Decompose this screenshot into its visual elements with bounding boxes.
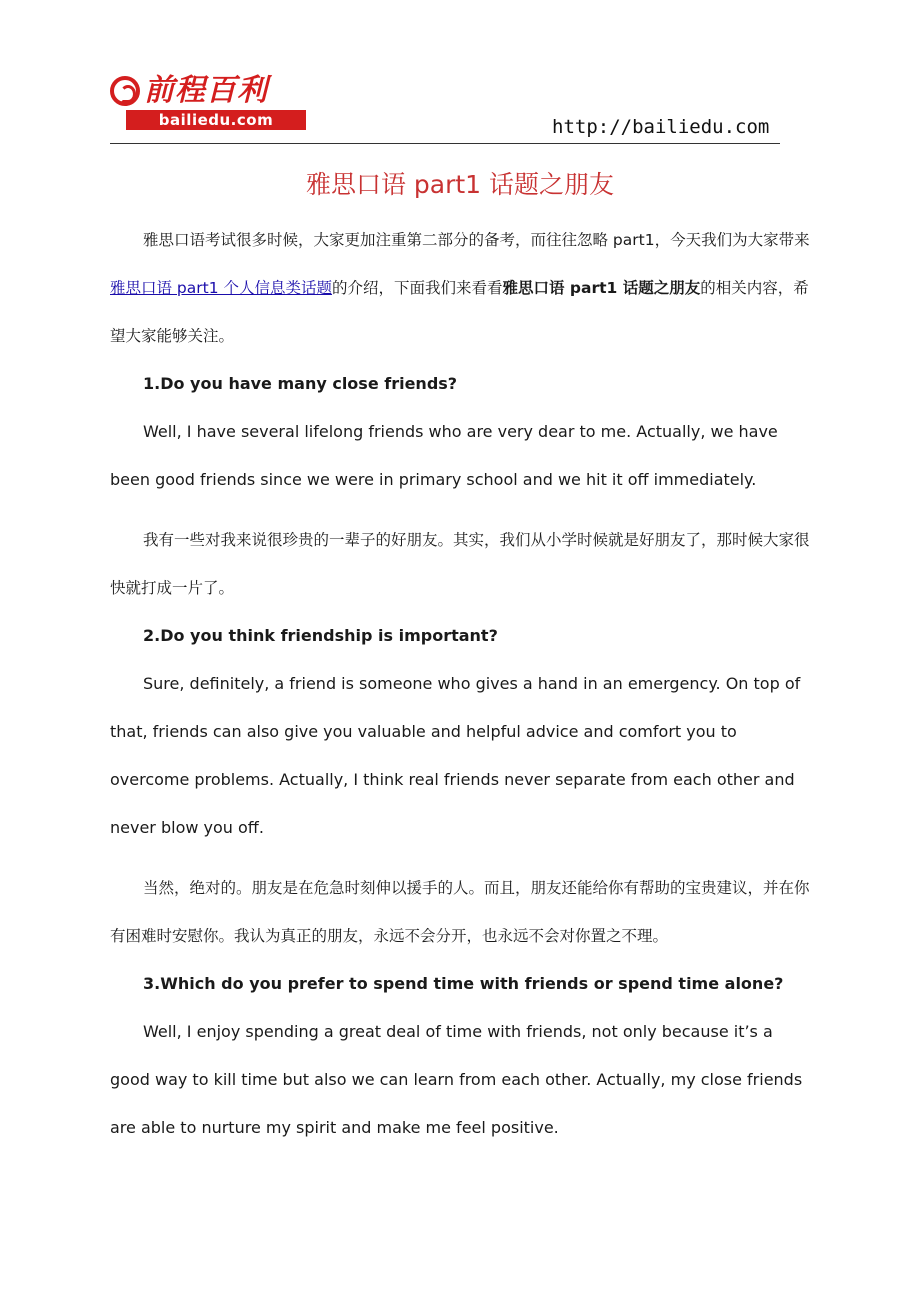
- intro-text-middle: 的介绍，下面我们来看看: [332, 279, 503, 297]
- answer-1-chinese: 我有一些对我来说很珍贵的一辈子的好朋友。其实，我们从小学时候就是好朋友了，那时候大家很快就打成一片了。: [110, 531, 810, 597]
- answer-1-english: Well, I have several lifelong friends who are very dear to me. Actually, we have been good friends since we were in primary school and we hit it off immediately.: [110, 422, 778, 489]
- header-divider: [110, 143, 780, 144]
- answer-3-english: Well, I enjoy spending a great deal of time with friends, not only because it’s a good way to kill time but also we can learn from each other. Actually, my close friends are able to nurture my spirit and make me feel positive.: [110, 1022, 803, 1137]
- logo-top: [110, 72, 310, 110]
- topic-link[interactable]: 雅思口语 part1 个人信息类话题: [110, 279, 333, 297]
- answer-2-english: Sure, definitely, a friend is someone who gives a hand in an emergency. On top of that, friends can also give you valuable and helpful advice and comfort you to overcome problems. Actually, I think real friends never separate from each other and never blow you off.: [110, 674, 801, 837]
- intro-bold-topic: 雅思口语 part1 话题之朋友: [502, 279, 701, 297]
- question-3: 3.Which do you prefer to spend time with friends or spend time alone?: [143, 974, 784, 993]
- question-1: 1.Do you have many close friends?: [143, 374, 458, 393]
- bailiedu-logo: [110, 72, 310, 134]
- logo-mark-icon: [110, 76, 140, 106]
- question-2: 2.Do you think friendship is important?: [143, 626, 498, 645]
- article: [110, 160, 810, 1152]
- page-header: [0, 0, 920, 150]
- logo-chinese-name: 前程百利: [144, 73, 268, 108]
- intro-text-end: 的相关内容，希望大家能够关注。: [110, 279, 809, 345]
- article-title: 雅思口语 part1 话题之朋友: [305, 170, 615, 199]
- intro-text-start: 雅思口语考试很多时候，大家更加注重第二部分的备考，而往往忽略 part1，今天我们为大家带来: [143, 231, 810, 249]
- site-url: http://bailiedu.com: [552, 116, 770, 138]
- logo-domain: bailiedu.com: [126, 110, 306, 130]
- intro-paragraph: [110, 216, 810, 360]
- answer-2-chinese: 当然，绝对的。朋友是在危急时刻伸以援手的人。而且，朋友还能给你有帮助的宝贵建议，并在你有困难时安慰你。我认为真正的朋友，永远不会分开，也永远不会对你置之不理。: [110, 879, 810, 945]
